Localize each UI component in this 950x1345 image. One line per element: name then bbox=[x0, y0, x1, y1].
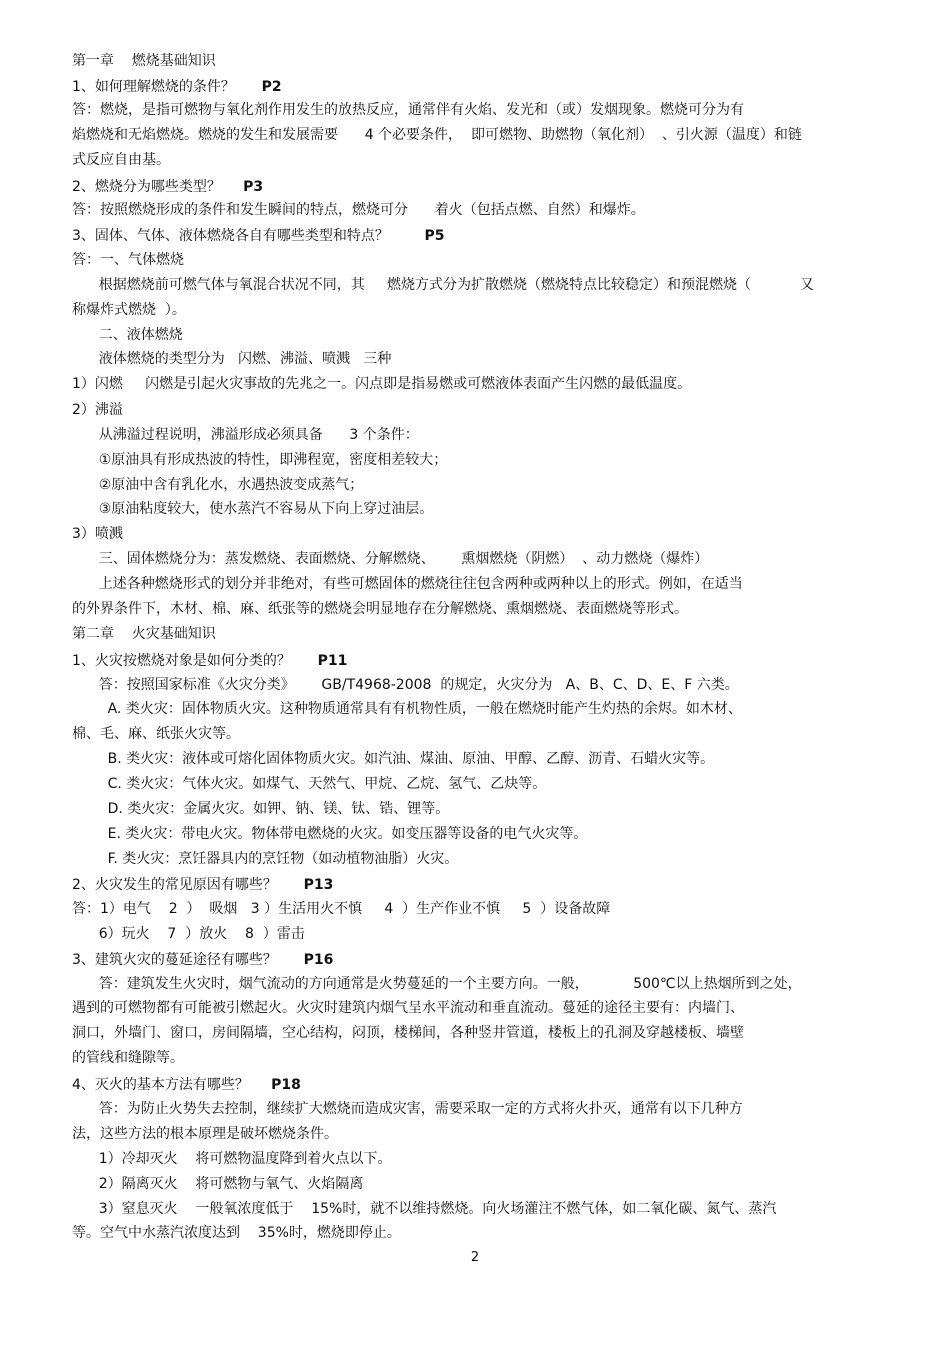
text-line: 3）窒息灭火 一般氧浓度低于 15%时，就不以维持燃烧。向火场灌注不燃气体，如二氧化碳、氮气、蒸汽 bbox=[72, 1201, 777, 1217]
text-line: 从沸溢过程说明，沸溢形成必须具备 3 个条件： bbox=[72, 427, 419, 443]
text-line: 洞口，外墙门、窗口，房间隔墙，空心结构，闷顶，楼梯间，各种竖井管道，楼板上的孔洞及穿越楼板、墙壁 bbox=[72, 1025, 744, 1041]
page-ref: P5 bbox=[424, 228, 445, 244]
page-ref: P13 bbox=[303, 877, 334, 893]
text-line: 答：按照燃烧形成的条件和发生瞬间的特点，燃烧可分 着火（包括点燃、自然）和爆炸。 bbox=[72, 202, 645, 218]
text-line: 液体燃烧的类型分为 闪燃、沸溢、喷溅 三种 bbox=[72, 351, 392, 367]
question-heading bbox=[72, 177, 263, 197]
text-line: 答：燃烧，是指可燃物与氧化剂作用发生的放热反应，通常伴有火焰、发光和（或）发烟现象。燃烧可分为有 bbox=[72, 102, 744, 118]
text-line: 棉、毛、麻、纸张火灾等。 bbox=[72, 726, 240, 742]
text-line: 式反应自由基。 bbox=[72, 152, 170, 168]
text-line: 焰燃烧和无焰燃烧。燃烧的发生和发展需要 4 个必要条件， 即可燃物、助燃物（氧化剂） 、引火源（温度）和链 bbox=[72, 127, 802, 143]
text-line: 根据燃烧前可燃气体与氧混合状况不同，其 燃烧方式分为扩散燃烧（燃烧特点比较稳定）和预混燃烧（ 又 bbox=[72, 277, 814, 293]
page-ref: P3 bbox=[243, 179, 264, 195]
text-line: 答：1）电气 2 ） 吸烟 3 ）生活用火不慎 4 ）生产作业不慎 5 ）设备故障 bbox=[72, 901, 611, 917]
text-line: 答：按照国家标准《火灾分类》 GB/T4968-2008 的规定，火灾分为 A、B、C、D、E、F 六类。 bbox=[72, 677, 739, 693]
text-line: 3）喷溅 bbox=[72, 526, 123, 542]
text-line: 上述各种燃烧形式的划分并非绝对，有些可燃固体的燃烧往往包含两种或两种以上的形式。例如，在适当 bbox=[72, 576, 743, 592]
page-ref: P18 bbox=[271, 1077, 301, 1093]
text-line: E. 类火灾：带电火灾。物体带电燃烧的火灾。如变压器等设备的电气火灾等。 bbox=[72, 826, 588, 842]
page-ref: P2 bbox=[261, 79, 282, 95]
question-text: 3、固体、气体、液体燃烧各自有哪些类型和特点？ bbox=[72, 228, 425, 244]
text-line: 遇到的可燃物都有可能被引燃起火。火灾时建筑内烟气呈水平流动和垂直流动。蔓延的途径主要有：内墙门、 bbox=[72, 1000, 744, 1016]
question-text: 4、灭火的基本方法有哪些？ bbox=[72, 1077, 272, 1093]
question-heading bbox=[72, 651, 347, 671]
question-heading bbox=[72, 875, 333, 895]
text-line: D. 类火灾：金属火灾。如钾、钠、镁、钛、锆、锂等。 bbox=[72, 801, 450, 817]
text-line: 法，这些方法的根本原理是破坏燃烧条件。 bbox=[72, 1126, 338, 1142]
text-line: 1）冷却灭火 将可燃物温度降到着火点以下。 bbox=[72, 1151, 392, 1167]
question-text: 1、火灾按燃烧对象是如何分类的？ bbox=[72, 653, 318, 669]
text-line: 2）隔离灭火 将可燃物与氧气、火焰隔离 bbox=[72, 1176, 364, 1192]
text-line: 称爆炸式燃烧 ）。 bbox=[72, 302, 186, 318]
question-heading bbox=[72, 1075, 301, 1095]
question-heading bbox=[72, 950, 333, 970]
text-line: 2）沸溢 bbox=[72, 402, 123, 418]
page-ref: P11 bbox=[317, 653, 348, 669]
text-line: A. 类火灾：固体物质火灾。这种物质通常具有有机物性质，一般在燃烧时能产生灼热的余烬。如木材、 bbox=[72, 701, 742, 717]
text-line: B. 类火灾：液体或可熔化固体物质火灾。如汽油、煤油、原油、甲醇、乙醇、沥青、石蜡火灾等。 bbox=[72, 751, 715, 767]
question-heading bbox=[72, 226, 445, 246]
text-line: 的管线和缝隙等。 bbox=[72, 1050, 184, 1066]
text-line: ②原油中含有乳化水，水遇热波变成蒸气； bbox=[72, 477, 364, 493]
text-line: 的外界条件下，木材、棉、麻、纸张等的燃烧会明显地存在分解燃烧、熏烟燃烧、表面燃烧等形式。 bbox=[72, 601, 688, 617]
page-number: 2 bbox=[470, 1250, 480, 1265]
text-line: C. 类火灾：气体火灾。如煤气、天然气、甲烷、乙烷、氢气、乙炔等。 bbox=[72, 776, 547, 792]
text-line: F. 类火灾：烹饪器具内的烹饪物（如动植物油脂）火灾。 bbox=[72, 851, 459, 867]
text-line: ③原油粘度较大，使水蒸汽不容易从下向上穿过油层。 bbox=[72, 501, 434, 517]
section-heading: 三、固体燃烧分为：蒸发燃烧、表面燃烧、分解燃烧、 熏烟燃烧（阴燃） 、动力燃烧（爆炸） bbox=[72, 551, 709, 567]
text-line: 答：一、气体燃烧 bbox=[72, 252, 184, 268]
chapter-heading: 第二章 火灾基础知识 bbox=[72, 626, 216, 642]
text-line: 答：建筑发生火灾时，烟气流动的方向通常是火势蔓延的一个主要方向。一般， 500℃以上热烟所到之处， bbox=[72, 976, 802, 992]
text-line: 1）闪燃 闪燃是引起火灾事故的先兆之一。闪点即是指易燃或可燃液体表面产生闪燃的最低温度。 bbox=[72, 376, 692, 392]
question-text: 3、建筑火灾的蔓延途径有哪些？ bbox=[72, 952, 304, 968]
text-line: ①原油具有形成热波的特性，即沸程宽，密度相差较大； bbox=[72, 452, 448, 468]
page-ref: P16 bbox=[303, 952, 334, 968]
question-text: 2、火灾发生的常见原因有哪些？ bbox=[72, 877, 304, 893]
question-heading bbox=[72, 77, 282, 97]
question-text: 1、如何理解燃烧的条件？ bbox=[72, 79, 262, 95]
text-line: 等。空气中水蒸汽浓度达到 35%时，燃烧即停止。 bbox=[72, 1225, 401, 1241]
section-heading: 二、液体燃烧 bbox=[72, 327, 183, 343]
text-line: 答：为防止火势失去控制，继续扩大燃烧而造成灾害，需要采取一定的方式将火扑灭，通常有以下几种方 bbox=[72, 1101, 743, 1117]
question-text: 2、燃烧分为哪些类型？ bbox=[72, 179, 244, 195]
chapter-heading: 第一章 燃烧基础知识 bbox=[72, 53, 216, 69]
text-line: 6）玩火 7 ）放火 8 ）雷击 bbox=[72, 926, 305, 942]
